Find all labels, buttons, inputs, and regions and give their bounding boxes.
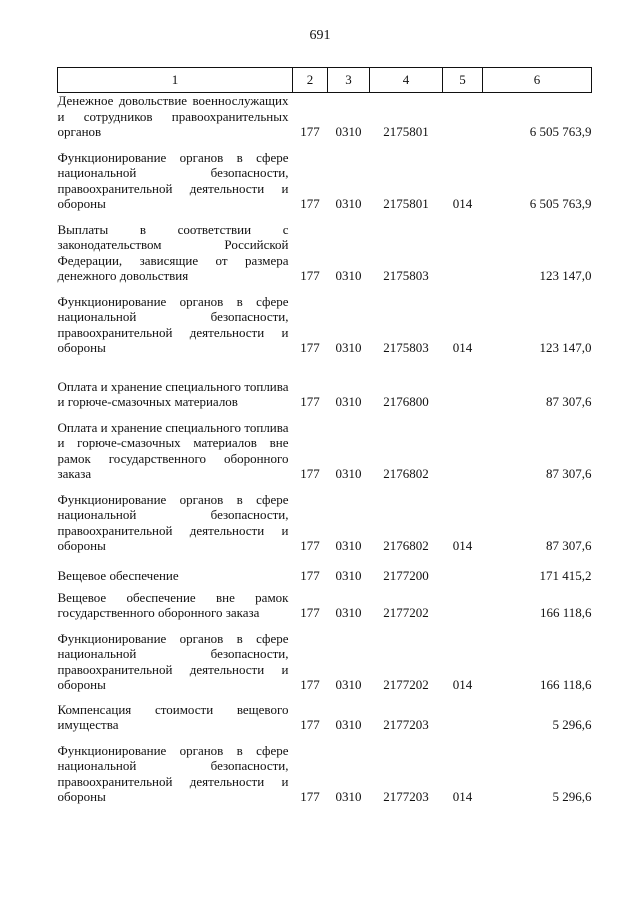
row-expense-type [443, 560, 483, 590]
row-amount: 6 505 763,9 [529, 196, 592, 211]
row-amount: 87 307,6 [546, 538, 592, 553]
row-section-code: 0310 [335, 394, 362, 409]
row-ministry-code: 177 [300, 789, 320, 804]
row-section-code: 0310 [335, 196, 362, 211]
row-expense-type: 014 [452, 677, 473, 692]
row-section-code: 0310 [335, 268, 362, 283]
column-header-4: 4 [370, 68, 443, 93]
row-amount: 166 118,6 [539, 605, 592, 620]
row-name: Функционирование органов в сфере национальной безопасности, правоохранительной деятельности и обороны [57, 630, 289, 692]
row-name: Функционирование органов в сфере национальной безопасности, правоохранительной деятельности и обороны [57, 491, 289, 553]
row-expense-type [443, 699, 483, 739]
row-name: Вещевое обеспечение [57, 568, 179, 583]
row-expense-type [443, 93, 483, 146]
row-ministry-code: 177 [300, 605, 320, 620]
row-section-code: 0310 [335, 717, 362, 732]
column-header-2: 2 [293, 68, 328, 93]
table-row [58, 416, 592, 488]
row-amount: 5 296,6 [552, 789, 592, 804]
row-section-code: 0310 [335, 538, 362, 553]
row-amount: 87 307,6 [546, 466, 592, 481]
row-amount: 87 307,6 [546, 394, 592, 409]
page-number: 691 [309, 28, 331, 43]
row-amount: 5 296,6 [552, 717, 592, 732]
row-article-code: 2177200 [383, 568, 429, 583]
table-row [58, 362, 592, 416]
row-expense-type: 014 [452, 340, 473, 355]
row-amount: 123 147,0 [539, 340, 592, 355]
row-amount: 171 415,2 [539, 568, 592, 583]
row-expense-type [443, 416, 483, 488]
row-article-code: 2177202 [383, 605, 429, 620]
row-section-code: 0310 [335, 124, 362, 139]
table-row [58, 488, 592, 560]
row-section-code: 0310 [335, 568, 362, 583]
table-row [58, 93, 592, 146]
row-article-code: 2175803 [383, 268, 429, 283]
row-expense-type [443, 218, 483, 290]
row-expense-type [443, 362, 483, 416]
row-name: Вещевое обеспечение вне рамок государственного оборонного заказа [57, 589, 289, 620]
table-row [58, 739, 592, 811]
row-name: Функционирование органов в сфере национальной безопасности, правоохранительной деятельности и обороны [57, 149, 289, 211]
row-name: Компенсация стоимости вещевого имущества [57, 701, 289, 732]
table-row [58, 146, 592, 218]
row-article-code: 2175803 [383, 340, 429, 355]
column-header-5: 5 [443, 68, 483, 93]
table-row [58, 590, 592, 627]
row-section-code: 0310 [335, 605, 362, 620]
row-article-code: 2177203 [383, 789, 429, 804]
table-body [58, 93, 592, 811]
row-section-code: 0310 [335, 466, 362, 481]
row-amount: 123 147,0 [539, 268, 592, 283]
column-header-6: 6 [483, 68, 592, 93]
table-row [58, 218, 592, 290]
row-article-code: 2175801 [383, 124, 429, 139]
row-name: Функционирование органов в сфере национальной безопасности, правоохранительной деятельности и обороны [57, 293, 289, 355]
row-expense-type: 014 [452, 538, 473, 553]
row-article-code: 2176802 [383, 466, 429, 481]
row-article-code: 2177203 [383, 717, 429, 732]
row-name: Выплаты в соответствии с законодательством Российской Федерации, зависящие от размера денежного довольствия [57, 221, 289, 283]
row-section-code: 0310 [335, 677, 362, 692]
row-ministry-code: 177 [300, 568, 320, 583]
row-expense-type [443, 590, 483, 627]
row-ministry-code: 177 [300, 677, 320, 692]
row-ministry-code: 177 [300, 124, 320, 139]
table-row [58, 699, 592, 739]
row-name: Денежное довольствие военнослужащих и сотрудников правоохранительных органов [57, 93, 289, 139]
row-amount: 166 118,6 [539, 677, 592, 692]
table-row [58, 560, 592, 590]
row-section-code: 0310 [335, 789, 362, 804]
row-name: Оплата и хранение специального топлива и горюче-смазочных материалов вне рамок государственного оборонного заказа [57, 419, 289, 481]
row-article-code: 2175801 [383, 196, 429, 211]
row-name: Оплата и хранение специального топлива и горюче-смазочных материалов [57, 378, 289, 409]
table-header [58, 68, 592, 93]
row-ministry-code: 177 [300, 394, 320, 409]
row-ministry-code: 177 [300, 717, 320, 732]
row-section-code: 0310 [335, 340, 362, 355]
table-row [58, 627, 592, 699]
row-ministry-code: 177 [300, 340, 320, 355]
row-article-code: 2176802 [383, 538, 429, 553]
column-header-3: 3 [328, 68, 370, 93]
row-article-code: 2176800 [383, 394, 429, 409]
row-ministry-code: 177 [300, 466, 320, 481]
row-article-code: 2177202 [383, 677, 429, 692]
table-row [58, 290, 592, 362]
budget-table [57, 67, 592, 811]
row-name: Функционирование органов в сфере национальной безопасности, правоохранительной деятельности и обороны [57, 742, 289, 804]
row-expense-type: 014 [452, 789, 473, 804]
row-ministry-code: 177 [300, 268, 320, 283]
row-expense-type: 014 [452, 196, 473, 211]
row-ministry-code: 177 [300, 196, 320, 211]
column-header-1: 1 [58, 68, 293, 93]
row-amount: 6 505 763,9 [529, 124, 592, 139]
row-ministry-code: 177 [300, 538, 320, 553]
